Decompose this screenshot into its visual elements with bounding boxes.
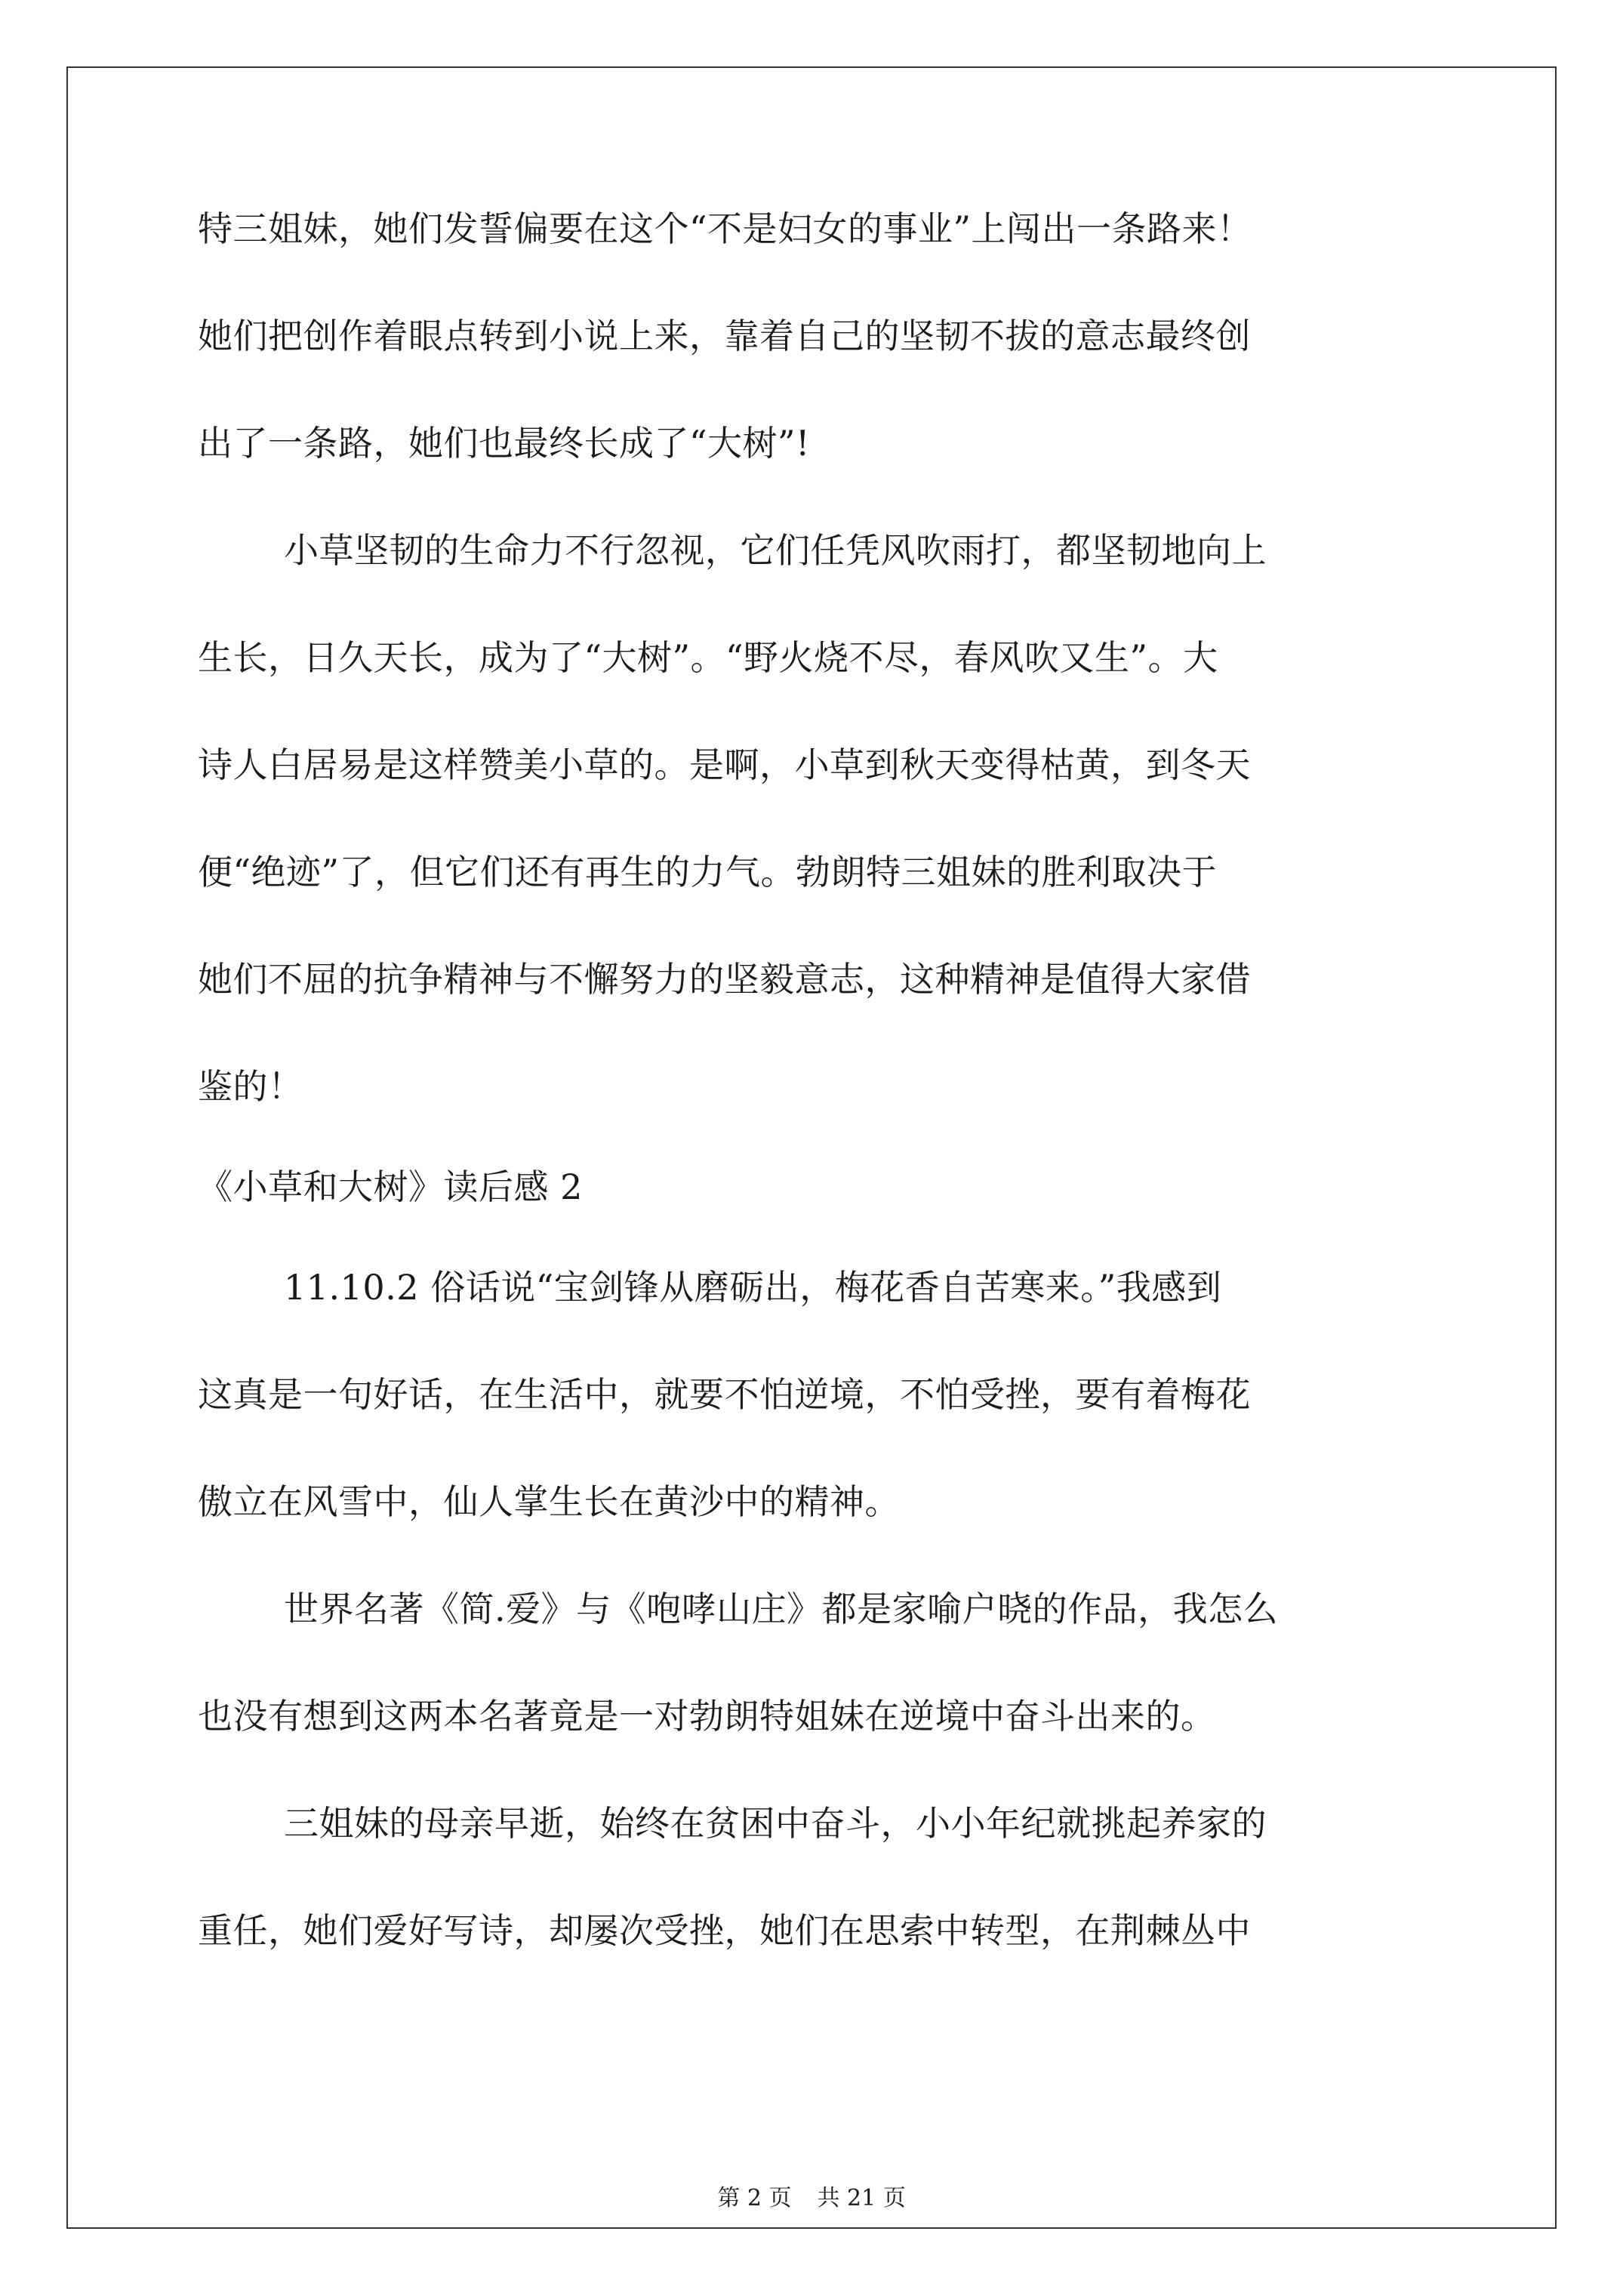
document-body bbox=[198, 175, 1443, 1984]
text-line: 特三姐妹，她们发誓偏要在这个“不是妇女的事业”上闯出一条路来！ bbox=[198, 208, 1252, 249]
paragraph-start-line: 三姐妹的母亲早逝，始终在贫困中奋斗，小小年纪就挑起养家的 bbox=[284, 1803, 1267, 1844]
text-line: 这真是一句好话，在生活中，就要不怕逆境，不怕受挫，要有着梅花 bbox=[198, 1374, 1251, 1415]
text-line: 生长，日久天长，成为了“大树”。“野火烧不尽，春风吹又生”。大 bbox=[198, 637, 1218, 678]
text-line: 她们不屈的抗争精神与不懈努力的坚毅意志，这种精神是值得大家借 bbox=[198, 959, 1251, 1000]
text-line: 鉴的！ bbox=[198, 1066, 303, 1107]
paragraph-start-line: 世界名著《简.爱》与《咆哮山庄》都是家喻户晓的作品，我怎么 bbox=[284, 1589, 1279, 1629]
text-line: 诗人白居易是这样赞美小草的。是啊，小草到秋天变得枯黄，到冬天 bbox=[198, 744, 1251, 785]
text-line: 也没有想到这两本名著竟是一对勃朗特姐妹在逆境中奋斗出来的。 bbox=[198, 1696, 1216, 1737]
page-total: 共 21 页 bbox=[817, 2185, 906, 2211]
page-number: 第 2 页 bbox=[717, 2185, 792, 2211]
text-line: 傲立在风雪中，仙人掌生长在黄沙中的精神。 bbox=[198, 1481, 900, 1522]
section-heading: 《小草和大树》读后感 2 bbox=[198, 1166, 583, 1207]
text-line: 她们把创作着眼点转到小说上来，靠着自己的坚韧不拔的意志最终创 bbox=[198, 316, 1251, 356]
paragraph-start-line: 小草坚韧的生命力不行忽视，它们任凭风吹雨打，都坚韧地向上 bbox=[284, 530, 1267, 571]
text-line: 重任，她们爱好写诗，却屡次受挫，她们在思索中转型，在荆棘丛中 bbox=[198, 1910, 1251, 1951]
text-line: 出了一条路，她们也最终长成了“大树”! bbox=[198, 423, 811, 464]
paragraph-start-line: 11.10.2 俗话说“宝剑锋从磨砺出，梅花香自苦寒来。”我感到 bbox=[284, 1267, 1222, 1308]
page-footer bbox=[0, 2179, 1623, 2212]
text-line: 便“绝迹”了，但它们还有再生的力气。勃朗特三姐妹的胜利取决于 bbox=[198, 852, 1218, 892]
